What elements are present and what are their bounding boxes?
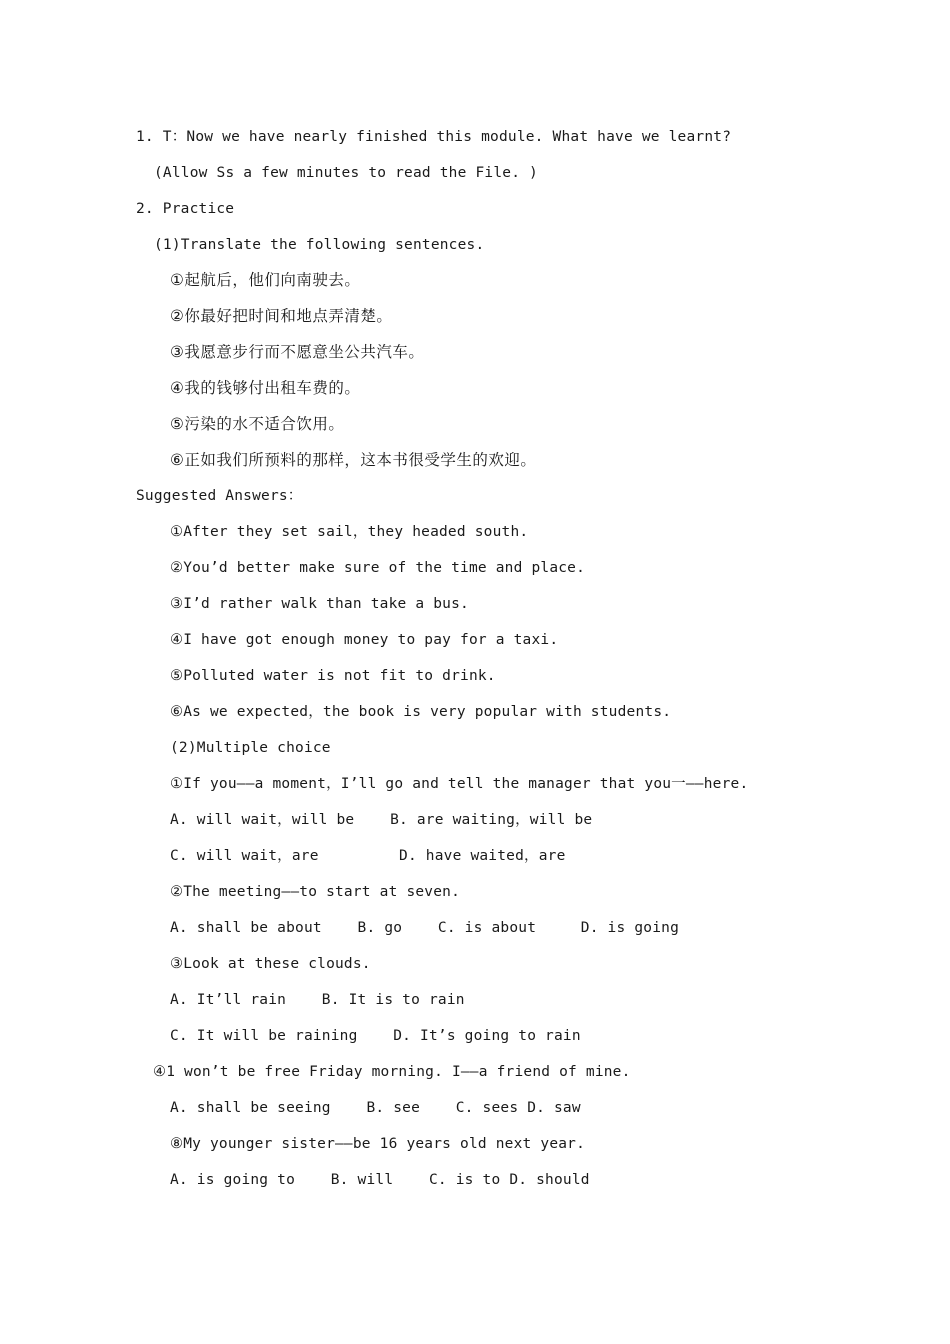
answer-5: ⑤Polluted water is not fit to drink. bbox=[170, 668, 496, 684]
question-1: ①If you——a moment，I’ll go and tell the manager that you一——here. bbox=[170, 776, 749, 792]
item-2-heading: 2. Practice bbox=[136, 201, 235, 217]
question-2: ②The meeting——to start at seven. bbox=[170, 884, 461, 900]
question-1-options-c-d: C. will wait，are D. have waited，are bbox=[170, 848, 566, 864]
translate-sentence-2: ②你最好把时间和地点弄清楚。 bbox=[170, 307, 393, 325]
question-4-options: A. shall be seeing B. see C. sees D. saw bbox=[170, 1100, 581, 1116]
multiple-choice-heading: (2)Multiple choice bbox=[170, 740, 331, 756]
question-3-options-a-b: A. It’ll rain B. It is to rain bbox=[170, 992, 465, 1008]
question-2-options: A. shall be about B. go C. is about D. is going bbox=[170, 920, 679, 936]
answer-3: ③I’d rather walk than take a bus. bbox=[170, 596, 469, 612]
answer-2: ②You’d better make sure of the time and place. bbox=[170, 560, 586, 576]
answer-6: ⑥As we expected，the book is very popular with students. bbox=[170, 704, 672, 720]
translate-sentence-5: ⑤污染的水不适合饮用。 bbox=[170, 415, 345, 433]
question-1-options-a-b: A. will wait，will be B. are waiting，will be bbox=[170, 812, 593, 828]
translate-sentence-1: ①起航后，他们向南驶去。 bbox=[170, 271, 361, 289]
question-3-options-c-d: C. It will be raining D. It’s going to rain bbox=[170, 1028, 581, 1044]
question-5-options: A. is going to B. will C. is to D. should bbox=[170, 1172, 590, 1188]
item-1-intro: 1. T：Now we have nearly finished this module. What have we learnt? bbox=[136, 129, 732, 145]
answer-1: ①After they set sail，they headed south. bbox=[170, 524, 529, 540]
translate-sentence-3: ③我愿意步行而不愿意坐公共汽车。 bbox=[170, 343, 425, 361]
item-1-note: (Allow Ss a few minutes to read the File. ) bbox=[154, 165, 538, 181]
question-4: ④1 won’t be free Friday morning. I——a friend of mine. bbox=[153, 1064, 631, 1080]
suggested-answers-heading: Suggested Answers： bbox=[136, 488, 303, 504]
translate-heading: (1)Translate the following sentences. bbox=[154, 237, 485, 253]
question-5: ⑧My younger sister——be 16 years old next year. bbox=[170, 1136, 586, 1152]
translate-sentence-4: ④我的钱够付出租车费的。 bbox=[170, 379, 361, 397]
translate-sentence-6: ⑥正如我们所预料的那样，这本书很受学生的欢迎。 bbox=[170, 451, 537, 469]
question-3: ③Look at these clouds. bbox=[170, 956, 371, 972]
answer-4: ④I have got enough money to pay for a taxi. bbox=[170, 632, 559, 648]
